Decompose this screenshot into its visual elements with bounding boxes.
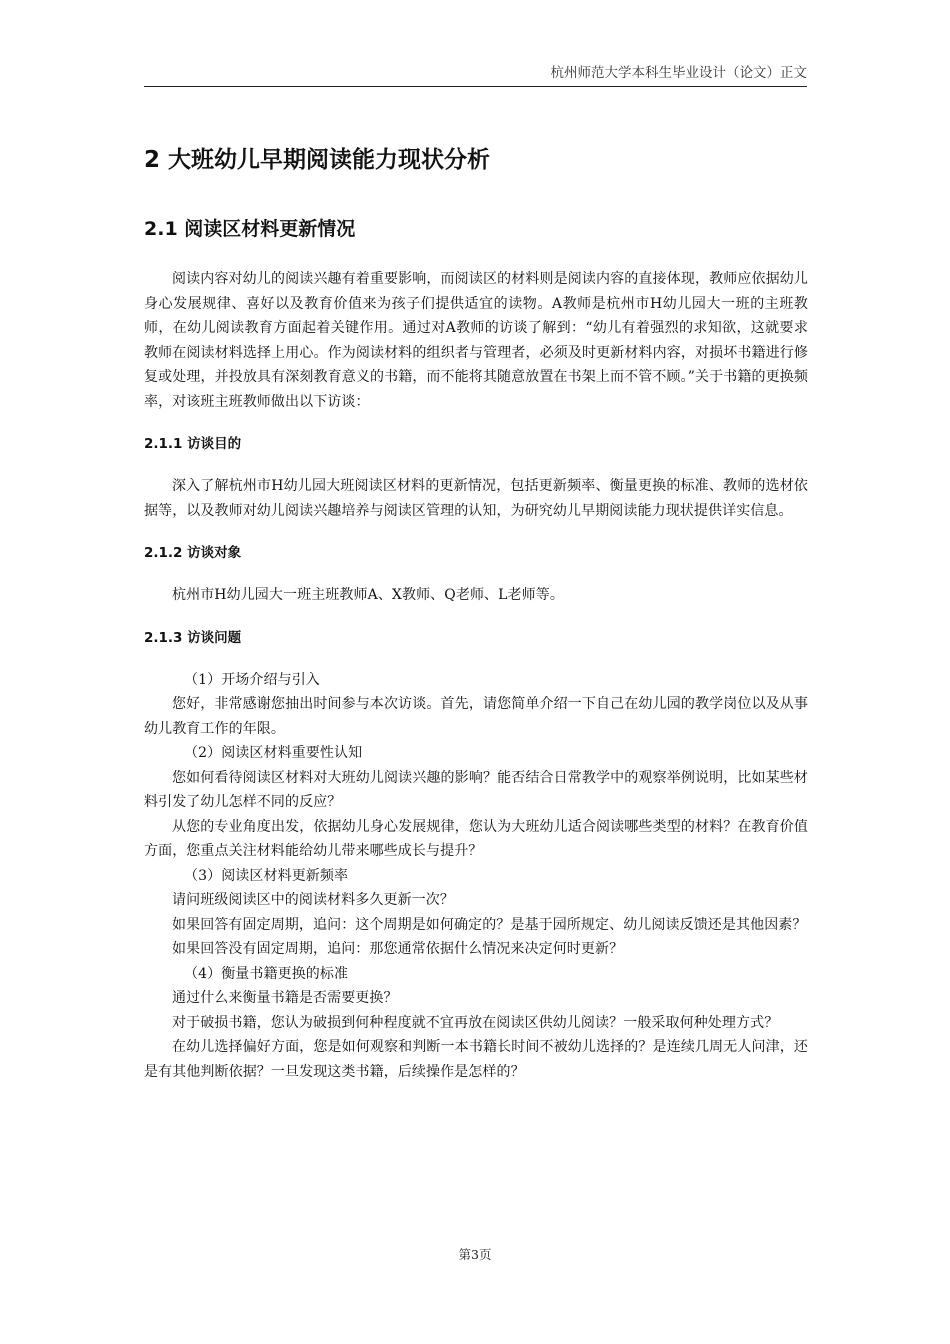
question-item: 从您的专业角度出发，依据幼儿身心发展规律，您认为大班幼儿适合阅读哪些类型的材料？在教育价值方面，您重点关注材料能给幼儿带来哪些成长与提升？ (144, 818, 808, 859)
question-group-title: （2）阅读区材料重要性认知 (184, 745, 363, 761)
subsection-heading-questions: 2.1.3 访谈问题 (144, 629, 242, 646)
page-number: 第3页 (458, 1247, 492, 1262)
chapter-heading: 2 大班幼儿早期阅读能力现状分析 (144, 147, 491, 173)
question-item: 通过什么来衡量书籍是否需要更换？ (172, 990, 398, 1006)
question-item: 如果回答没有固定周期，追问：那您通常依据什么情况来决定何时更新？ (172, 941, 624, 957)
questions-list (144, 668, 808, 1085)
question-item: 您如何看待阅读区材料对大班幼儿阅读兴趣的影响？能否结合日常教学中的观察举例说明，比如某些材料引发了幼儿怎样不同的反应？ (144, 769, 808, 810)
question-item: 在幼儿选择偏好方面，您是如何观察和判断一本书籍长时间不被幼儿选择的？是连续几周无人问津，还是有其他判断依据？一旦发现这类书籍，后续操作是怎样的？ (144, 1039, 808, 1080)
question-item: 对于破损书籍，您认为破损到何种程度就不宜再放在阅读区供幼儿阅读？一般采取何种处理方式？ (172, 1014, 779, 1031)
section-heading: 2.1 阅读区材料更新情况 (144, 218, 356, 240)
subjects-paragraph: 杭州市H幼儿园大一班主班教师A、X教师、Q老师、L老师等。 (172, 587, 564, 603)
page-body (144, 140, 808, 1084)
question-group-title: （1）开场介绍与引入 (184, 671, 320, 688)
subsection-heading-purpose: 2.1.1 访谈目的 (144, 436, 242, 452)
header-title: 杭州师范大学本科生毕业设计（论文）正文 (550, 65, 807, 81)
subsection-heading-subjects: 2.1.2 访谈对象 (144, 545, 242, 561)
question-item: 请问班级阅读区中的阅读材料多久更新一次？ (172, 892, 454, 908)
page-header (144, 66, 807, 87)
intro-paragraph: 阅读内容对幼儿的阅读兴趣有着重要影响，而阅读区的材料则是阅读内容的直接体现，教师应依据幼儿身心发展规律、喜好以及教育价值来为孩子们提供适宜的读物。A教师是杭州市H幼儿园大一班的主班教师，在幼儿阅读教育方面起着关键作用。通过对A教师的访谈了解到：“幼儿有着强烈的求知欲，这就要求教师在阅读材料选择上用心。作为阅读材料的组织者与管理者，必须及时更新材料内容，对损坏书籍进行修复或处理，并投放具有深刻教育意义的书籍，而不能将其随意放置在书架上而不管不顾。”关于书籍的更换频率，对该班主班教师做出以下访谈： (144, 271, 808, 410)
question-group-title: （3）阅读区材料更新频率 (184, 867, 349, 884)
question-group-title: （4）衡量书籍更换的标准 (184, 965, 349, 982)
question-item: 您好，非常感谢您抽出时间参与本次访谈。首先，请您简单介绍一下自己在幼儿园的教学岗位以及从事幼儿教育工作的年限。 (144, 696, 808, 737)
question-item: 如果回答有固定周期，追问：这个周期是如何确定的？是基于园所规定、幼儿阅读反馈还是其他因素？ (172, 916, 807, 933)
purpose-paragraph: 深入了解杭州市H幼儿园大班阅读区材料的更新情况，包括更新频率、衡量更换的标准、教师的选材依据等，以及教师对幼儿阅读兴趣培养与阅读区管理的认知，为研究幼儿早期阅读能力现状提供详实信息。 (144, 478, 808, 519)
